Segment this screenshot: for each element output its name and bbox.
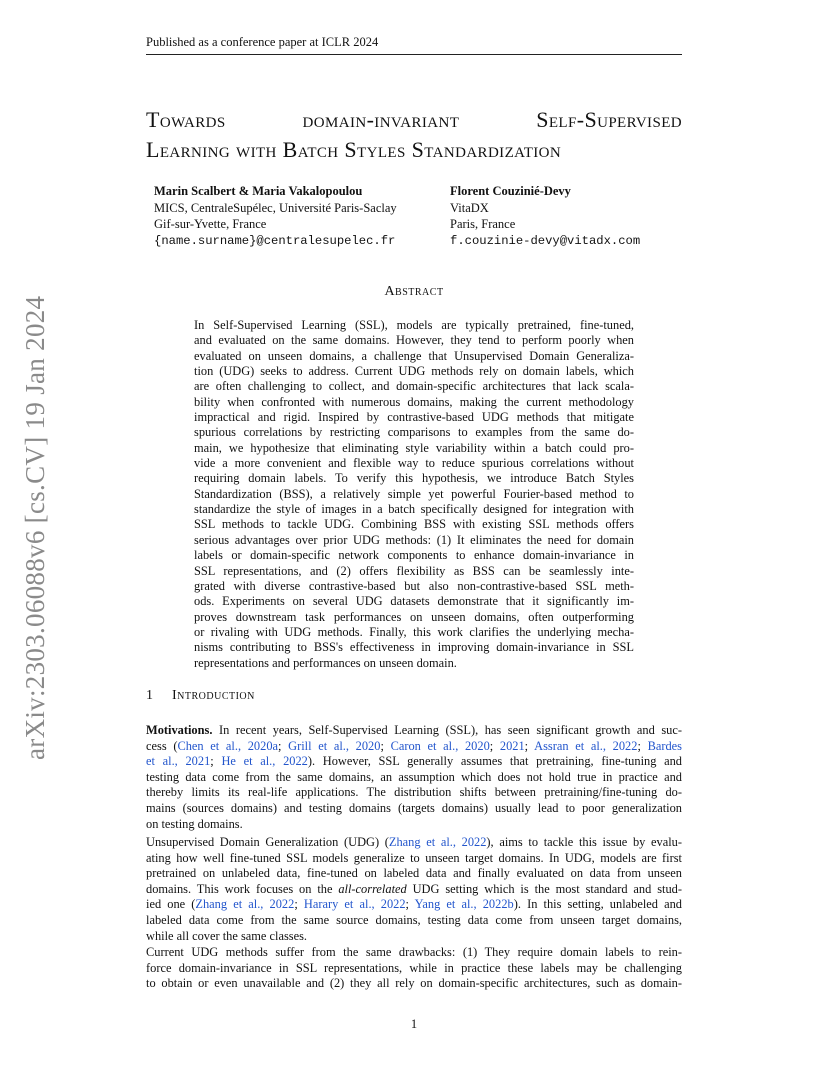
text-run: ; xyxy=(294,897,304,912)
abstract-line: main, we hypothesize that eliminating style variability within a batch could pro- xyxy=(194,440,634,455)
paragraph-line: while all cover the same classes. xyxy=(146,928,308,943)
paragraph-line xyxy=(146,835,682,851)
paragraph-line xyxy=(146,897,682,913)
paragraph-udg xyxy=(146,835,682,944)
citation-link[interactable]: Caron et al., 2020 xyxy=(390,738,490,753)
paragraph-line xyxy=(146,739,682,755)
author-names: Florent Couzinié-Devy xyxy=(450,184,571,198)
title-line-2: Learning with Batch Styles Standardization xyxy=(146,137,562,162)
author-affiliation: MICS, CentraleSupélec, Université Paris-Saclay xyxy=(154,200,397,215)
text-run: ; xyxy=(380,738,391,753)
section-heading-introduction xyxy=(146,688,255,704)
abstract-line: impractical and rigid. Inspired by contrastive-based UDG methods that mitigate xyxy=(194,410,634,425)
paragraph-line: labeled data come from the same source domains, testing data come from unseen target domains, xyxy=(146,912,682,927)
author-location: Gif-sur-Yvette, France xyxy=(154,217,267,232)
author-block-left xyxy=(154,183,397,249)
paragraph-line: to obtain or even unavailable and (2) they all rely on domain-specific architectures, such as domain- xyxy=(146,976,682,991)
text-run: ). In this setting, unlabeled and xyxy=(513,897,682,912)
text-run: ied one ( xyxy=(146,897,196,912)
author-email: f.couzinie-devy@vitadx.com xyxy=(450,233,641,248)
arxiv-identifier-stamp: arXiv:2303.06088v6 [cs.CV] 19 Jan 2024 xyxy=(20,295,50,760)
paragraph-line: force domain-invariance in SSL representations, while in practice these labels may be challenging xyxy=(146,960,682,975)
citation-link[interactable]: Chen et al., 2020a xyxy=(177,738,279,753)
text-run: ), aims to tackle this issue by evalu- xyxy=(486,835,682,849)
text-run: ; xyxy=(210,754,222,769)
abstract-line: representations and performances on unseen domain. xyxy=(194,655,457,670)
author-location: Paris, France xyxy=(450,217,516,232)
citation-link[interactable]: Bardes xyxy=(647,738,682,753)
abstract-line: Standardization (BSS), a relatively simple yet powerful Fourier-based method to xyxy=(194,486,634,501)
author-affiliation: VitaDX xyxy=(450,200,489,215)
paragraph-line: pretrained on unlabeled data, fine-tuned on labeled data and finally evaluated on data from unseen xyxy=(146,866,682,881)
page-number: 1 xyxy=(410,1017,418,1031)
text-run: ; xyxy=(489,738,500,753)
abstract-line: labels or domain-specific network components to enhance domain-invariance in xyxy=(194,548,634,563)
abstract-line: and evaluated on the same domains. However, they tend to perform poorly when xyxy=(194,333,634,348)
abstract-heading: Abstract xyxy=(384,284,444,299)
text-run: ). However, SSL generally assumes that pretraining, fine-tuning and xyxy=(307,754,682,769)
text-run: ; xyxy=(405,897,415,912)
citation-link[interactable]: Assran et al., 2022 xyxy=(534,738,638,753)
text-run: UDG setting which is the most standard and stud- xyxy=(406,881,682,896)
paragraph-line: Current UDG methods suffer from the same drawbacks: (1) They require domain labels to rein- xyxy=(146,945,682,959)
paper-title xyxy=(146,105,682,165)
paragraph-line xyxy=(146,754,682,770)
emphasis: all-correlated xyxy=(338,881,407,896)
text-run: ; xyxy=(637,738,648,753)
paragraph-line xyxy=(146,882,682,898)
text-run: cess ( xyxy=(146,738,178,753)
abstract-line: ods. Experiments on several UDG datasets demonstrate that it significantly im- xyxy=(194,594,634,609)
abstract-line: nisms contributing to BSS's effectiveness in improving domain-invariance in SSL xyxy=(194,640,634,655)
paragraph-line: ating how well fine-tuned SSL models generalize to unseen target domains. In UDG, models are first xyxy=(146,850,682,865)
section-number: 1 xyxy=(146,688,154,703)
abstract-line: standardize the style of images in a batch specifically designed for integration with xyxy=(194,502,634,517)
citation-link[interactable]: et al., 2021 xyxy=(146,754,211,769)
text-run: domains. This work focuses on the xyxy=(146,881,339,896)
paragraph-line: mains (sources domains) and testing domains (targets domains) usually lead to poor generalization xyxy=(146,800,682,815)
citation-link[interactable]: Zhang et al., 2022 xyxy=(388,835,487,849)
paragraph-lead: Motivations. xyxy=(146,723,213,737)
abstract-line: In Self-Supervised Learning (SSL), models are typically pretrained, fine-tuned, xyxy=(194,318,634,332)
abstract-line: grated with diverse contrastive-based but also non-contrastive-based SSL meth- xyxy=(194,578,634,593)
citation-link[interactable]: He et al., 2022 xyxy=(221,754,308,769)
citation-link[interactable]: Zhang et al., 2022 xyxy=(195,897,295,912)
paragraph-line: thereby limits its real-life applications. The distribution shifts between pretraining/fine-tuning do- xyxy=(146,785,682,800)
text-run: ; xyxy=(524,738,535,753)
abstract-line: tion (UDG) seeks to address. Current UDG methods rely on domain labels, which xyxy=(194,364,634,379)
abstract-line: vide a more convenient and flexible way to reduce spurious correlations without xyxy=(194,456,634,471)
abstract-line: evaluated on unseen domains, a challenge that Unsupervised Domain Generaliza- xyxy=(194,348,634,363)
title-line-1: Towards domain-invariant Self-Supervised xyxy=(146,107,682,132)
citation-link[interactable]: Yang et al., 2022b xyxy=(414,897,514,912)
abstract-line: SSL representations, and (2) offers flexibility as BSS can be seamlessly inte- xyxy=(194,563,634,578)
abstract-line: serious advantages over prior UDG methods: (1) It eliminates the need for domain xyxy=(194,532,634,547)
citation-link[interactable]: 2021 xyxy=(499,738,525,753)
text-run: ; xyxy=(278,738,289,753)
abstract-line: SSL methods to tackle UDG. Combining BSS with existing SSL methods offers xyxy=(194,517,634,532)
conference-header: Published as a conference paper at ICLR 2024 xyxy=(146,35,682,55)
abstract-line: spurious correlations by restricting comparisons to examples from the same do- xyxy=(194,425,634,440)
abstract-line: or rivaling with UDG methods. Finally, this work clarifies the underlying mecha- xyxy=(194,624,634,639)
paragraph-line xyxy=(146,723,682,739)
abstract-line: requiring domain labels. To verify this hypothesis, we introduce Batch Styles xyxy=(194,471,634,486)
author-block-right xyxy=(450,183,640,249)
paragraph-line: testing data come from the same domains, an assumption which does not hold true in practice and xyxy=(146,769,682,784)
text-run: Unsupervised Domain Generalization (UDG) ( xyxy=(146,835,389,849)
paragraph-drawbacks xyxy=(146,945,682,992)
author-email: {name.surname}@centralesupelec.fr xyxy=(154,233,396,248)
abstract-line: bility when confronted with numerous domains, making the current methodology xyxy=(194,394,634,409)
citation-link[interactable]: Harary et al., 2022 xyxy=(303,897,406,912)
abstract-line: are often challenging to collect, and domain-specific architectures that lack scala- xyxy=(194,379,634,394)
author-names: Marin Scalbert & Maria Vakalopoulou xyxy=(154,184,363,198)
paragraph-motivations xyxy=(146,723,682,832)
text-run: In recent years, Self-Supervised Learning (SSL), has seen significant growth and suc- xyxy=(212,723,682,737)
section-title: Introduction xyxy=(172,688,255,703)
abstract-text xyxy=(194,318,634,671)
paragraph-line: on testing domains. xyxy=(146,816,243,831)
abstract-line: proves downstream task performances on unseen domains, often outperforming xyxy=(194,609,634,624)
citation-link[interactable]: Grill et al., 2020 xyxy=(288,738,381,753)
